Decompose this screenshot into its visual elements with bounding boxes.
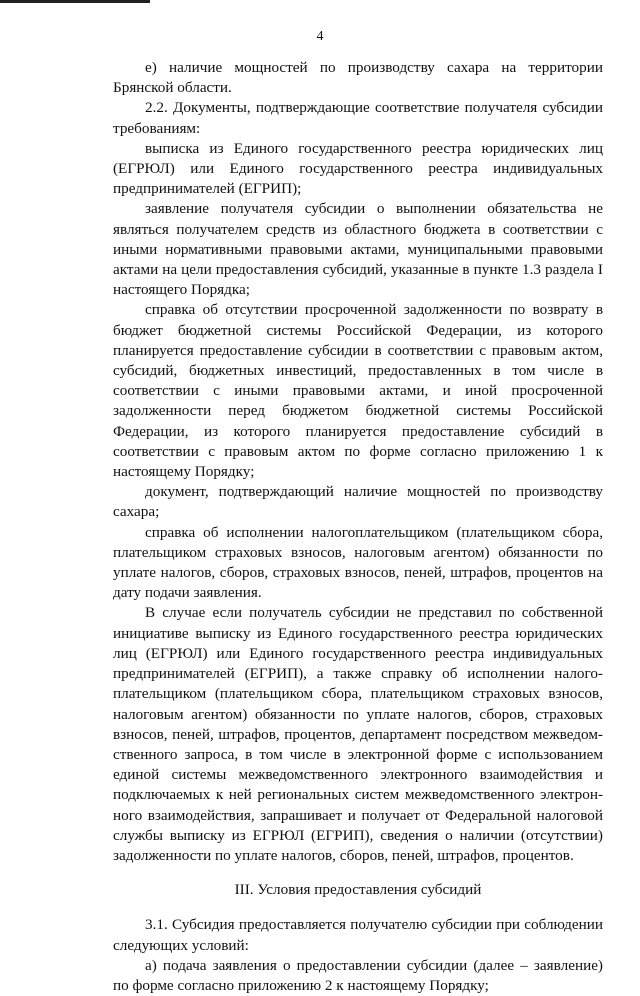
paragraph: заявление получателя субсидии о выполнении обязательства не являться получателем средств из областного бюджета в соответствии с иными нормативными правовыми актами, муниципальными правовыми актами на цели предоставления субсидий, указанные в пункте 1.3 раздела I настоящего Порядка; xyxy=(113,200,603,299)
document-body xyxy=(113,58,603,996)
paragraph: 3.1. Субсидия предоставляется получателю субсидии при соблюдении следующих условий: xyxy=(113,916,603,954)
paragraph: а) подача заявления о предоставлении субсидии (далее – заявление) по форме согласно приложению 2 к настоящему Порядку; xyxy=(113,956,603,994)
paragraph: 2.2. Документы, подтверждающие соответствие получателя субсидии требованиям: xyxy=(113,99,603,137)
paragraph: выписка из Единого государственного реестра юридических лиц (ЕГРЮЛ) или Единого государственного реестра индивидуальных предпринимателей (ЕГРИП); xyxy=(113,139,603,198)
section-heading: III. Условия предоставления субсидий xyxy=(234,881,482,899)
paragraph: документ, подтверждающий наличие мощностей по производству сахара; xyxy=(113,483,603,521)
paragraph: В случае если получатель субсидии не представил по собственной инициативе выписку из Единого государственного реестра юридических лиц (ЕГРЮЛ) или Единого государственного реестра индивидуальных предпринимателей (ЕГРИП), а также справку об исполнении налого-плательщиком (плательщиком сбора, плательщиком страховых взносов, налоговым агентом) обязанности по уплате налогов, сборов, страховых взносов, пеней, штрафов, процентов, департамент посредством межведом-ственного запроса, в том числе в электронной форме с использованием единой системы межведомственного электронного взаимодействия и подключаемых к ней региональных систем межведомственного электрон-ного взаимодействия, запрашивает и получает от Федеральной налоговой службы выписку из ЕГРЮЛ (ЕГРИП), сведения о наличии (отсутствии) задолженности по уплате налогов, сборов, пеней, штрафов, процентов. xyxy=(113,604,603,864)
paragraph: справка об исполнении налогоплательщиком (плательщиком сбора, плательщиком страховых взносов, налоговым агентом) обязанности по уплате налогов, сборов, страховых взносов, пеней, штрафов, процентов на дату подачи заявления. xyxy=(113,523,603,602)
top-rule xyxy=(0,0,150,3)
page-number: 4 xyxy=(316,29,324,44)
paragraph: е) наличие мощностей по производству сахара на территории Брянской области. xyxy=(113,59,603,97)
paragraph: справка об отсутствии просроченной задолженности по возврату в бюджет бюджетной системы Российской Федерации, из которого планируется предоставление субсидии в соответствии с правовым актом, субсидий, бюджетных инвестиций, предоставленных в том числе в соответствии с иными правовыми актами, и иной просроченной задолженности перед бюджетом бюджетной системы Российской Федерации, из которого планируется предоставление субсидий в соответствии с правовым актом по форме согласно приложению 1 к настоящему Порядку; xyxy=(113,301,603,481)
